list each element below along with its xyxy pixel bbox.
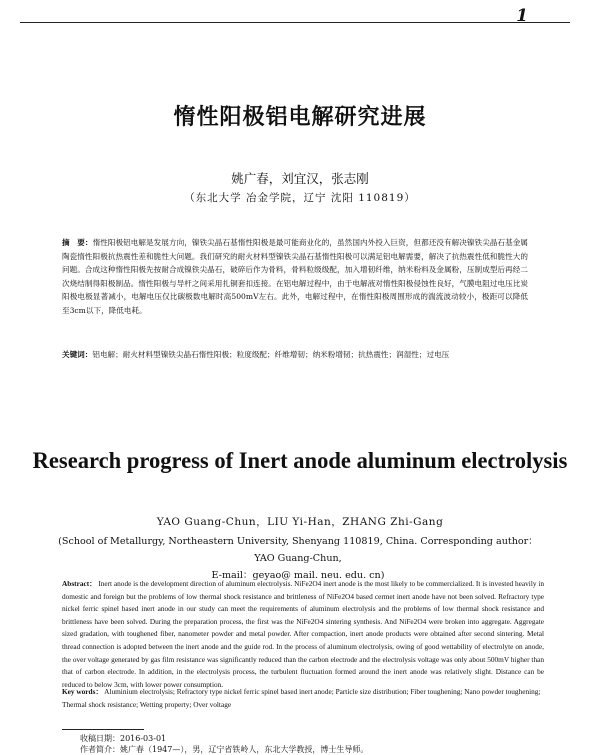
chinese-abstract: [62, 236, 528, 318]
chinese-authors: 姚广春，刘宜汉，张志刚: [231, 171, 369, 186]
english-affiliation-line1: (School of Metallurgy, Northeastern University, Shenyang 110819, China. Corresponding author：YAO Guang-Chun,: [58, 536, 538, 564]
english-affiliation-line2: E-mail：geyao@ mail. neu. edu. cn): [211, 570, 385, 581]
author-bio: 作者简介：姚广春（1947—），男，辽宁省铁岭人，东北大学教授，博士生导师。: [80, 745, 369, 754]
english-keywords-label: Key words：: [62, 687, 103, 696]
chinese-title: 惰性阳极铝电解研究进展: [173, 104, 427, 130]
chinese-keywords: [62, 348, 528, 361]
chinese-abstract-text: 惰性阳极铝电解是发展方向，镍铁尖晶石基惰性阳极是最可能商业化的，虽然国内外投入巨资，但都还没有解决镍铁尖晶石基金属陶瓷惰性阳极抗热震性差和脆性大问题。我们研究的耐火材料型镍铁尖晶石基惰性阳极可以满足铝电解需要，解决了抗热震性低和脆性大的问题。合成这种惰性阳极先按耐合成镍铁尖晶石，破碎后作为骨料，骨料粒级级配，加入增韧纤维，纳米粉料及金属粉，压制成型后再经二次烧结制得阳极制品。惰性阳极与导杆之间采用扎铜套扣连接。在铝电解过程中，由于电解液对惰性阳极侵蚀性良好，气膜电阻过电压比炭阳极电极显著减小，电解电压仅比碳极数电解时高500mV左右。此外，电解过程中，在惰性阳极周围形成的湍流波动较小，极距可以降低至3cm以下，降低电耗。: [62, 238, 528, 315]
english-keywords-text: Aluminium electrolysis; Refractory type nickel ferric spinel based inert anode; Particle size distribution; Fiber toughening; Nano powder toughening; Thermal shock resistance; Wetting property; Over voltage: [62, 687, 541, 709]
english-authors: YAO Guang-Chun，LIU Yi-Han，ZHANG Zhi-Gang: [156, 516, 444, 528]
chinese-keywords-text: 铝电解；耐火材料型镍铁尖晶石惰性阳极；粒度级配；纤维增韧；纳米粉增韧；抗热震性；润湿性；过电压: [92, 350, 450, 359]
english-abstract-label: Abstract：: [62, 579, 97, 588]
english-abstract: [62, 578, 544, 691]
chinese-abstract-label: 摘 要：: [62, 238, 93, 247]
footnote-rule: [62, 729, 144, 730]
english-keywords: [62, 686, 544, 711]
english-affiliation: [50, 533, 546, 584]
page-number: 1: [516, 6, 528, 26]
english-title: Research progress of Inert anode aluminum electrolysis: [32, 448, 568, 474]
chinese-keywords-label: 关键词：: [62, 350, 93, 359]
english-abstract-text: Inert anode is the development direction of aluminum electrolysis. NiFe2O4 inert anode is the most likely to be commercialized. It is invested heavily in domestic and foreign but the problems of low thermal shock resistance and brittleness of NiFe2O4 based cermet inert anode have not been solved. Refractory type nickel ferric spinel based inert anode in our study can meet the requirements of aluminum electrolysis and the problems of low thermal shock resistance and brittleness have been solved. During the preparation process, the first was the NiFe2O4 sintering synthesis. And NiFe2O4 were broken into aggregate. Aggregate sized gradation, with toughened fiber, nanometer powder and metal powder. After compaction, inert anode products were obtained after second sintering. Metal thread connection is adopted between the inert anode and the guide rod. In the process of aluminum electrolysis, owing of good wettability of electrolyte on anode, the over voltage generated by gas film resistance was significantly reduced than the carbon electrode and the electrolysis voltage was only about 500mV higher than that of carbon electrode. In addition, in the electrolysis process, the turbulent fluctuation formed around the inert anode was relatively slight. Distance can be reduced to below 3cm, with lower power consumption.: [62, 579, 545, 689]
received-date: 收稿日期：2016-03-01: [80, 734, 167, 743]
chinese-affiliation: （东北大学 冶金学院，辽宁 沈阳 110819）: [184, 192, 416, 204]
header-rule: [20, 22, 570, 23]
